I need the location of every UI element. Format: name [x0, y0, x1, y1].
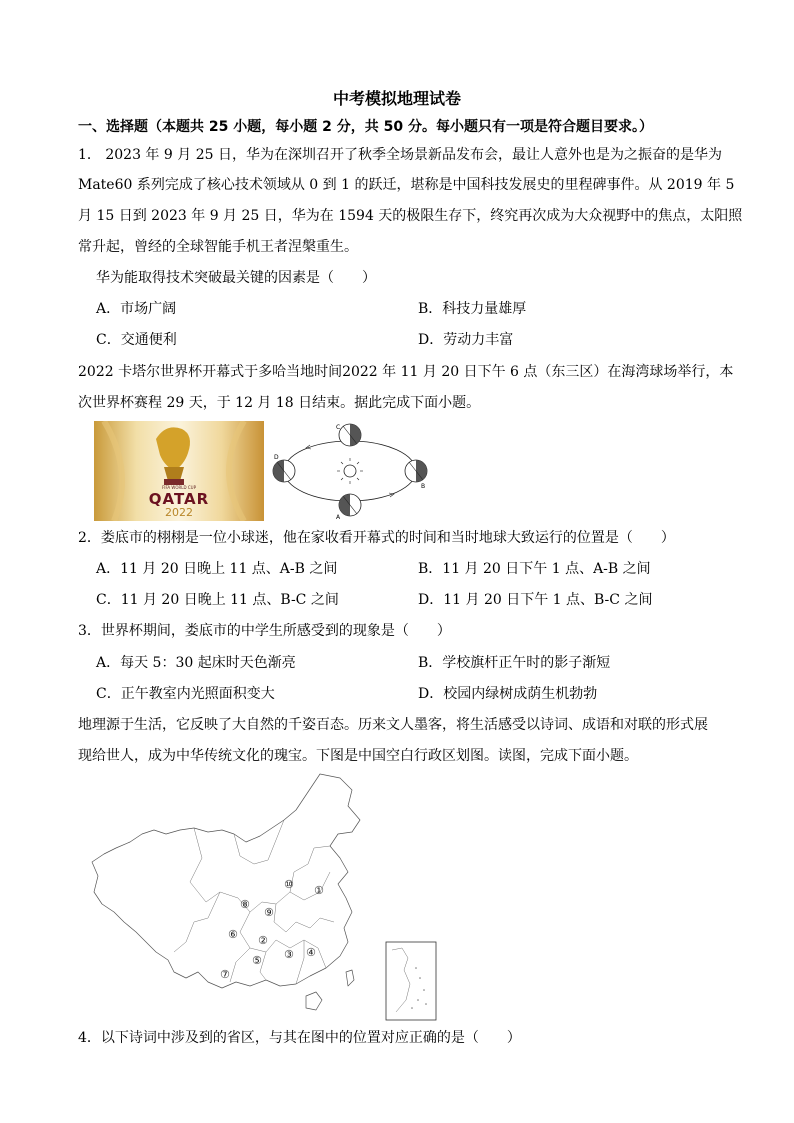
geo-intro-line-2: 现给世人，成为中华传统文化的瑰宝。下图是中国空白行政区划图。读图，完成下面小题。: [78, 748, 638, 764]
map-label-10: ⑩: [284, 878, 294, 891]
q1-stem: 华为能取得技术突破最关键的因素是（ ）: [96, 270, 376, 286]
map-label-3: ③: [284, 948, 294, 961]
q1-option-a[interactable]: A．市场广阔: [96, 301, 177, 317]
geo-intro-line-1: 地理源于生活，它反映了大自然的千姿百态。历来文人墨客，将生活感受以诗词、成语和对联的形式展: [78, 717, 708, 733]
section-heading: 一、选择题（本题共 25 小题，每小题 2 分，共 50 分。每小题只有一项是符合题目要求。）: [78, 119, 653, 135]
map-label-7: ⑦: [220, 968, 230, 981]
orbit-label-d: D: [274, 454, 279, 461]
earth-d: [273, 460, 295, 482]
map-label-8: ⑧: [240, 898, 250, 911]
q1-line-3: 月 15 日到 2023 年 9 月 25 日，华为在 1594 天的极限生存下，终究再次成为大众视野中的焦点，太阳照: [78, 208, 743, 224]
q3-option-c[interactable]: C．正午教室内光照面积变大: [96, 686, 275, 702]
poster-caption-top: FIFA WORLD CUP: [161, 485, 197, 490]
world-cup-poster: [94, 421, 264, 521]
orbit-label-b: B: [421, 483, 426, 490]
q2-option-a[interactable]: A．11 月 20 日晚上 11 点、A-B 之间: [96, 561, 338, 577]
orbit-label-c: C: [336, 424, 341, 431]
earth-c: [339, 424, 361, 446]
q3-option-d[interactable]: D．校园内绿树成荫生机勃勃: [418, 686, 598, 702]
map-label-1: ①: [314, 884, 324, 897]
wc-intro-line-2: 次世界杯赛程 29 天，于 12 月 18 日结束。据此完成下面小题。: [78, 395, 481, 411]
map-label-5: ⑤: [252, 954, 262, 967]
earth-orbit-diagram: [270, 421, 430, 521]
q2-option-d[interactable]: D．11 月 20 日下午 1 点、B-C 之间: [418, 592, 653, 608]
q3-stem: 3．世界杯期间，娄底市的中学生所感受到的现象是（ ）: [78, 623, 451, 639]
q2-option-c[interactable]: C．11 月 20 日晚上 11 点、B-C 之间: [96, 592, 339, 608]
map-label-2: ②: [258, 934, 268, 947]
q3-option-b[interactable]: B．学校旗杆正午时的影子渐短: [418, 655, 611, 671]
orbit-label-a: A: [336, 514, 341, 521]
q1-line-2: Mate60 系列完成了核心技术领域从 0 到 1 的跃迁，堪称是中国科技发展史的里程碑事件。从 2019 年 5: [78, 177, 735, 193]
q1-option-b[interactable]: B．科技力量雄厚: [418, 301, 527, 317]
south-china-sea-inset: [386, 942, 436, 1020]
poster-caption-qatar: QATAR: [148, 490, 210, 508]
q4-stem: 4．以下诗词中涉及到的省区，与其在图中的位置对应正确的是（ ）: [78, 1030, 521, 1046]
earth-a: [339, 494, 361, 516]
q1-line-4: 常升起，曾经的全球智能手机王者涅槃重生。: [78, 239, 358, 255]
map-label-6: ⑥: [228, 928, 238, 941]
q1-line-1: 1． 2023 年 9 月 25 日，华为在深圳召开了秋季全场景新品发布会，最让人意外也是为之振奋的是华为: [78, 147, 722, 163]
wc-intro-line-1: 2022 卡塔尔世界杯开幕式于多哈当地时间2022 年 11 月 20 日下午 6 点（东三区）在海湾球场举行，本: [78, 364, 734, 380]
poster-caption-year: 2022: [165, 506, 193, 519]
map-label-9: ⑨: [264, 906, 274, 919]
q1-option-c[interactable]: C．交通便利: [96, 332, 177, 348]
earth-b: [405, 460, 427, 482]
map-label-4: ④: [306, 946, 316, 959]
q1-option-d[interactable]: D．劳动力丰富: [418, 332, 514, 348]
china-map: [90, 772, 440, 1024]
q2-option-b[interactable]: B．11 月 20 日下午 1 点、A-B 之间: [418, 561, 651, 577]
q3-option-a[interactable]: A．每天 5：30 起床时天色渐亮: [96, 655, 296, 671]
q2-stem: 2．娄底市的栩栩是一位小球迷，他在家收看开幕式的时间和当时地球大致运行的位置是（ ）: [78, 530, 675, 546]
page-title: 中考模拟地理试卷: [332, 89, 461, 108]
sun-icon: [344, 465, 356, 477]
